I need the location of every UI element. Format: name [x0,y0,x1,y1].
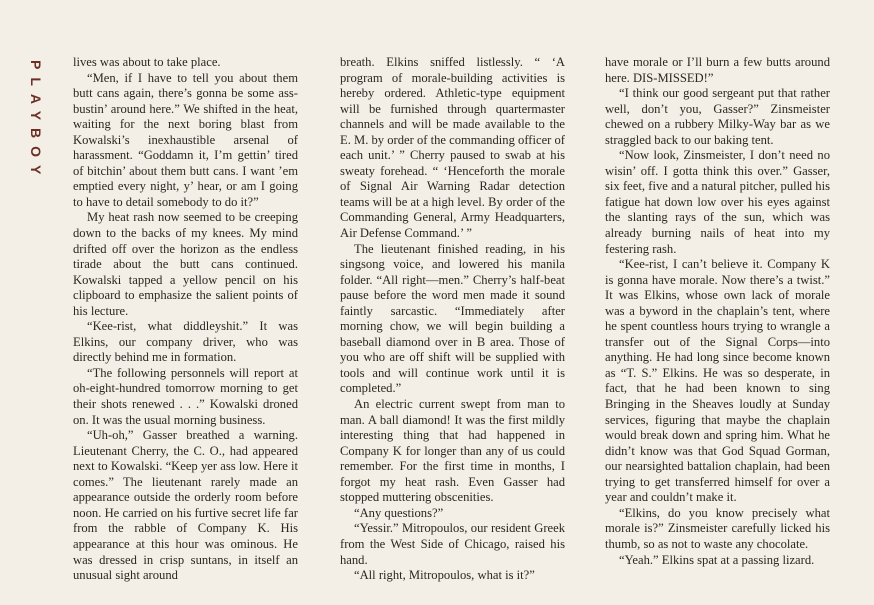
paragraph: “Kee-rist, what diddleyshit.” It was Elkins, our company driver, who was directly behind me in formation. [73,319,298,365]
paragraph: “Uh-oh,” Gasser breathed a warning. Lieutenant Cherry, the C. O., had appeared next to Kowalski. “Keep yer ass low. Here it comes.” The lieutenant rarely made an appearance outside the orderly room before noon. He carried on his furtive secret life far from the rabble of Company K. His appearance at this hour was ominous. He was dressed in crisp suntans, in itself an unusual sight around [73,428,298,583]
paragraph: “Kee-rist, I can’t believe it. Company K is gonna have morale. Now there’s a twist.” It was Elkins, whose own lack of morale was a byword in the chaplain’s tent, where he spent countless hours trying to wrangle a transfer out of the Signal Corps—into anything. He had long since become known as “T. S.” Elkins. He was so desperate, in fact, that he had been known to sing Bringing in the Sheaves loudly at Sunday services, figuring that maybe the chaplain would break down and spring him. What he didn’t know was that God Squad Gorman, our nearsighted battalion chaplain, had been trying to get transferred himself for over a year and couldn’t make it. [605,257,830,505]
paragraph: breath. Elkins sniffed listlessly. “ ‘A program of morale-building activities is hereby ordered. Athletic-type equipment will be furnished through quartermaster channels and will be made available to the E. M. by order of the commanding officer of each unit.’ ” Cherry paused to swab at his sweaty forehead. “ ‘Henceforth the morale of Signal Air Warning Radar detection teams will be at a high level. By order of the Commanding General, Army Headquarters, Air Defense Command.’ ” [340,55,565,241]
paragraph: “Now look, Zinsmeister, I don’t need no wisin’ off. I gotta think this over.” Gasser, six feet, five and a natural pitcher, pulled his fatigue hat down low over his eyes against the slanting rays of the sun, which was already burning nails of heat into my festering rash. [605,148,830,256]
paragraph: The lieutenant finished reading, in his singsong voice, and lowered his manila folder. “All right—men.” Cherry’s half-beat pause before the word men made it sound faintly sarcastic. “Immediately after morning chow, we will begin building a baseball diamond over in B area. Those of you who are off shift will be supplied with tools and will continue work until it is completed.” [340,241,565,396]
paragraph: “Any questions?” [354,505,444,520]
paragraph: An electric current swept from man to man. A ball diamond! It was the first mildly interesting thing that had happened in Company K for longer than any of us could remember. For the first time in months, I forgot my heat rash. Even Gasser had stopped muttering obscenities. [340,397,565,505]
paragraph: “Men, if I have to tell you about them butt cans again, there’s gonna be some ass-bustin’ around here.” We shifted in the heat, waiting for the next boring blast from Kowalski’s inexhaustible arsenal of harassment. “Goddamn it, I’m gettin’ tired of bitchin’ about them butt cans. I want ’em emptied every night, y’ hear, or am I going to have to detail somebody to do it?” [73,70,298,209]
paragraph: “Yeah.” Elkins spat at a passing lizard. [619,552,815,567]
paragraph: “I think our good sergeant put that rather well, don’t you, Gasser?” Zinsmeister chewed on a rubbery Milky-Way bar as we straggled back to our baking tent. [605,86,830,147]
paragraph: “Elkins, do you know precisely what morale is?” Zinsmeister carefully licked his thumb, so as not to waste any chocolate. [605,505,830,551]
column-3-frame [605,55,831,605]
spine-header [22,60,44,200]
paragraph: “Yessir.” Mitropoulos, our resident Greek from the West Side of Chicago, raised his hand. [340,521,565,567]
column-1-frame [73,55,299,605]
text-column-1 [73,55,298,584]
text-column-2 [340,55,565,584]
paragraph: have morale or I’ll burn a few butts around here. DIS-MISSED!” [605,55,830,85]
text-column-3 [605,55,830,568]
column-2-frame [340,55,566,605]
paragraph: My heat rash now seemed to be creeping down to the backs of my knees. My mind drifted off over the horizon as the endless tirade about the butt cans continued. Kowalski tapped a yellow pencil on his clipboard to emphasize the salient points of his lecture. [73,210,298,318]
paragraph: lives was about to take place. [73,55,221,69]
paragraph: “All right, Mitropoulos, what is it?” [354,568,535,583]
spine-label: PLAYBOY [28,60,44,183]
paragraph: “The following personnels will report at oh-eight-hundred tomorrow morning to get their shots renewed . . .” Kowalski droned on. It was the usual morning business. [73,365,298,427]
